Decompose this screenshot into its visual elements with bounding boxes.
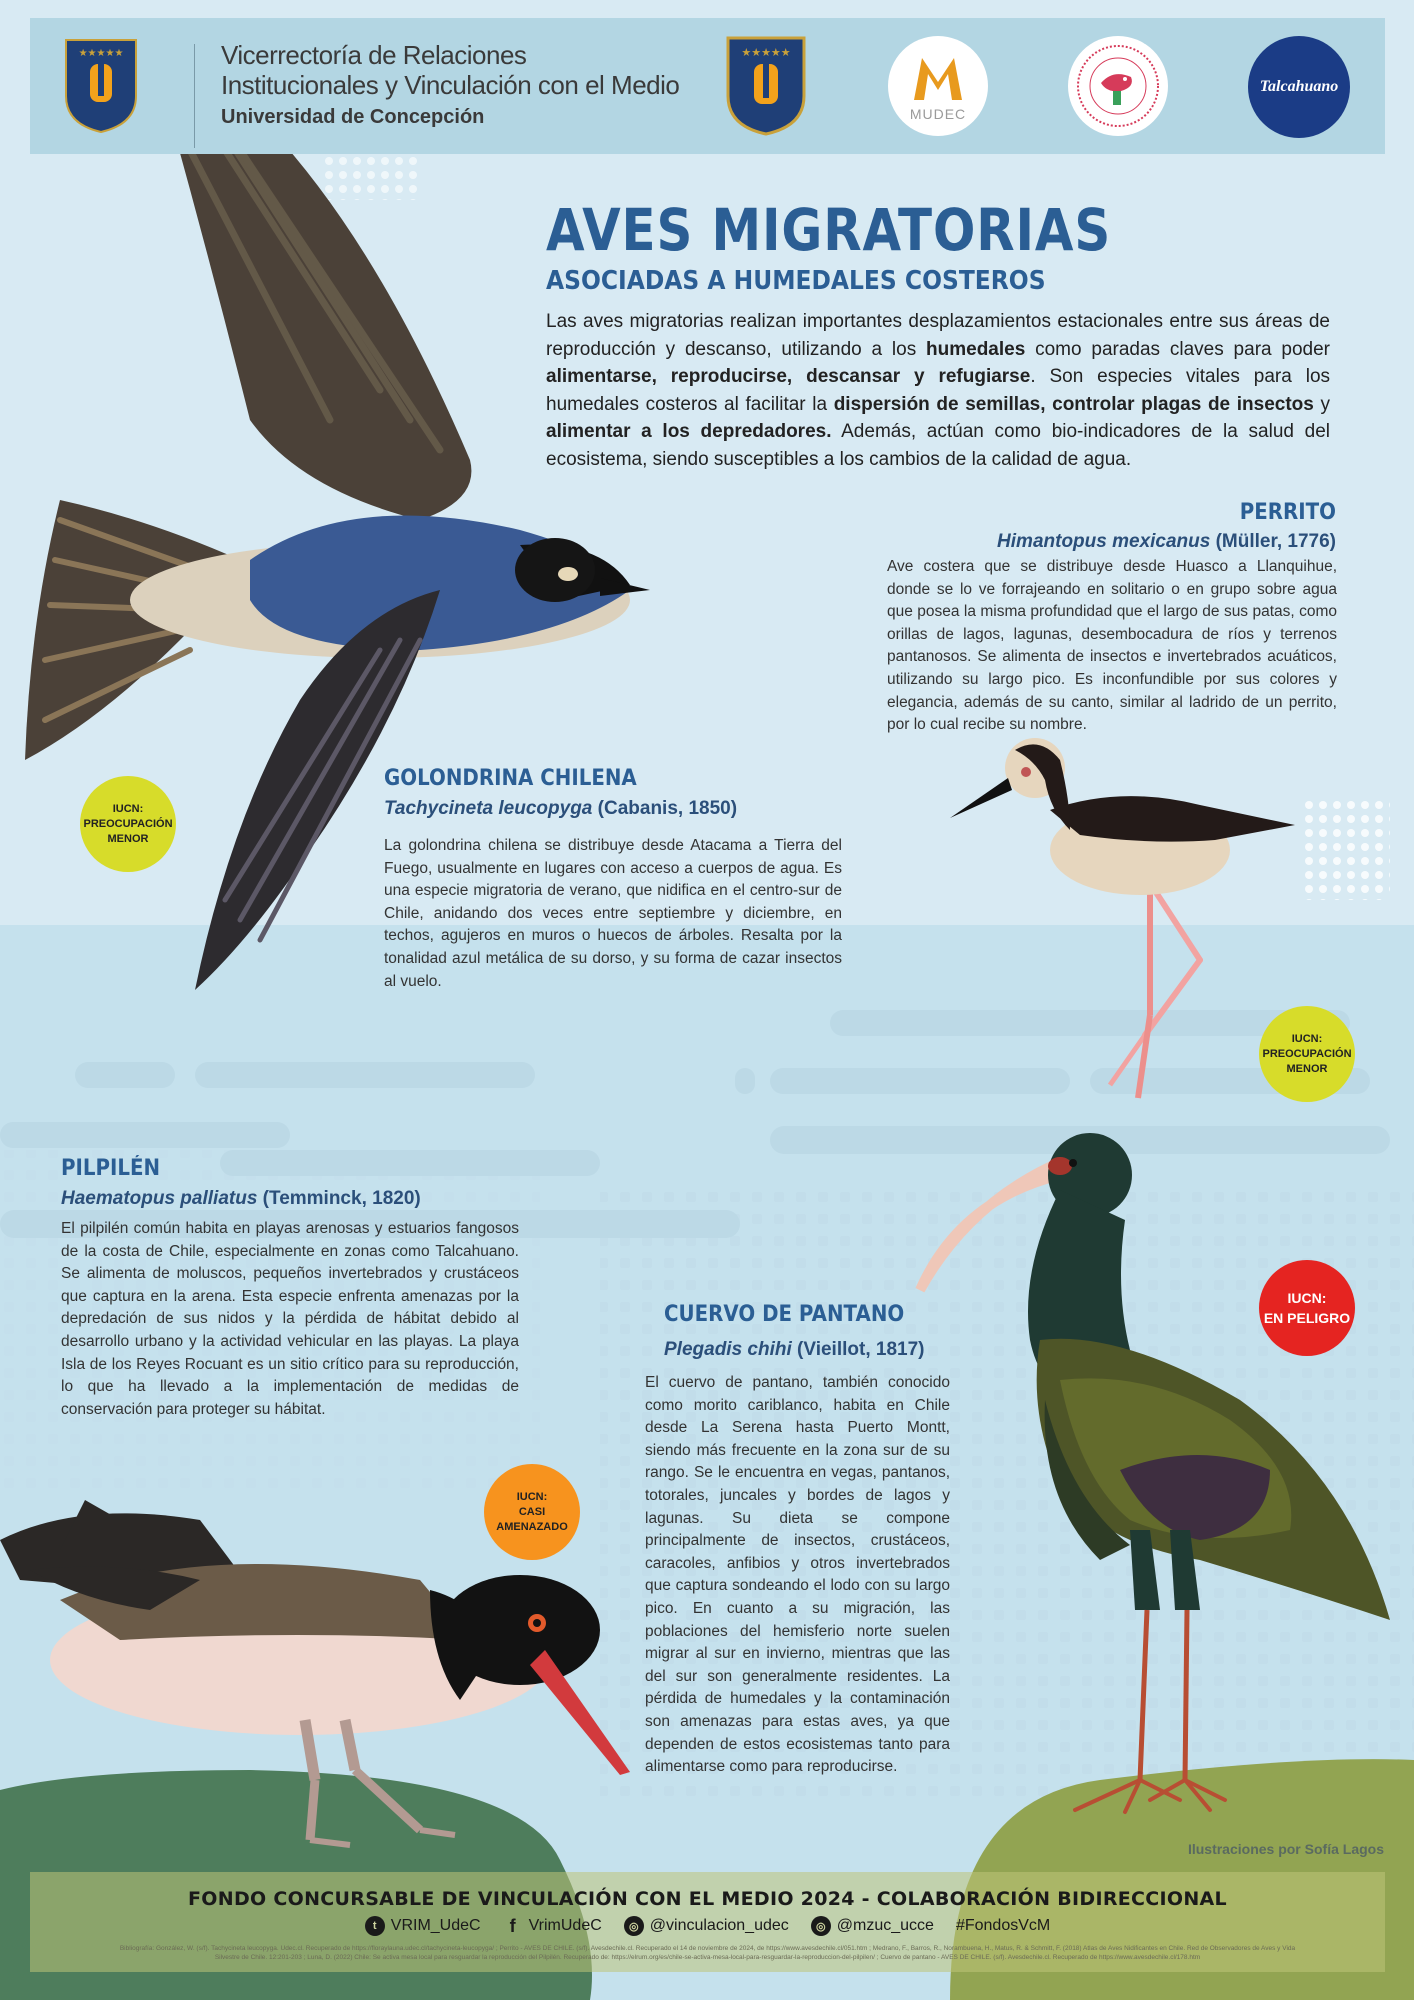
udec-shield-logo-2	[724, 34, 808, 138]
facebook-icon: f	[509, 1915, 516, 1936]
instagram-icon: ◎	[624, 1916, 644, 1936]
institution-title	[221, 40, 679, 132]
golondrina-name: GOLONDRINA CHILENA	[384, 766, 637, 791]
intro-paragraph: Las aves migratorias realizan importantes desplazamientos estacionales entre sus áreas de reproducción y descanso, utilizando a los humedales como paradas claves para poder alimentarse, reproducirse, descansar y refugiarse. Son especies vitales para los humedales costeros al facilitar la dispersión de semillas, controlar plagas de insectos y alimentar a los depredadores. Además, actúan como bio-indicadores de la salud del ecosistema, siendo susceptibles a los cambios de la calidad de agua.	[546, 311, 1331, 470]
page-title: AVES MIGRATORIAS	[546, 196, 1112, 264]
pilpilen-name: PILPILÉN	[61, 1156, 161, 1181]
page-subtitle: ASOCIADAS A HUMEDALES COSTEROS	[546, 266, 1046, 296]
talcahuano-label: Talcahuano	[1259, 78, 1339, 95]
perrito-iucn-badge: IUCN: PREOCUPACIÓN MENOR	[1259, 1006, 1355, 1102]
faculty-seal-icon	[1073, 41, 1163, 131]
talcahuano-logo	[1248, 36, 1350, 138]
golondrina-description: La golondrina chilena se distribuye desde Atacama a Tierra del Fuego, usualmente en lugares con acceso a cuerpos de agua. Es una especie migratoria de verano, que nidifica en el centro-sur de Chile, anidando dos veces entre septiembre y diciembre, en techos, agujeros en muros o huecos de árboles. Resalta por la tonalidad azul metálica de su dorso, y su forma de cazar insectos al vuelo.	[384, 837, 842, 990]
perrito-description: Ave costera que se distribuye desde Huasco a Llanquihue, donde se lo ve forrajeando en solitario o en grupo sobre agua que posea la misma profundidad que el largo de sus patas, como orillas de lagos, lagunas, desembocadura de ríos y terrenos pantanosos. Se alimenta de insectos e invertebrados acuáticos, utilizando su largo pico. Es inconfundible por sus colores y elegancia, además de su canto, similar al ladrido de un perrito, por lo cual recibe su nombre.	[887, 558, 1337, 734]
facebook-link[interactable]: f VrimUdeC	[503, 1916, 602, 1936]
bibliography: Bibliografía: González, W. (s/f). Tachycineta leucopyga. Udec.cl. Recuperado de https://floraylauna.udec.cl/tachycineta-leucopyga/ ; Perrito - AVES DE CHILE. (s/f). Avesdechile.cl. Recuperado el 14 de noviembre de 2024, de https://www.avesdechile.cl/051.htm ; Medrano, F., Barros, R., Norambuena, H., Matus, R. & Schmitt, F. (2018) Atlas de Aves Nidificantes en Chile. Red de Observadores de Aves y Vida Silvestre de Chile. 12:201-203 ; Luna, D. (2022) Chile: Se activa mesa local para resguardar la reproducción del Pilpilén. Recuperado de: https://elrum.org/es/chile-se-activa-mesa-local-para-resguardar-la-reproduccion-del-pilpilen/ ; Cuervo de pantano - AVES DE CHILE. (s/f). Avesdechile.cl. Recuperado de https://www.avesdechile.cl/178.htm	[119, 1945, 1296, 1961]
perrito-name: PERRITO	[1239, 500, 1336, 525]
social-links	[30, 1916, 1385, 1936]
hashtag: #FondosVcM	[955, 1917, 1051, 1934]
mudec-logo	[888, 36, 988, 136]
header-divider	[194, 44, 195, 148]
instagram-link-2[interactable]: ◎ @mzuc_ucce	[811, 1916, 934, 1936]
instagram-icon: ◎	[811, 1916, 831, 1936]
cuervo-iucn-badge: IUCN: EN PELIGRO	[1259, 1260, 1355, 1356]
svg-text:★★★★★: ★★★★★	[741, 46, 791, 59]
institution-line-1: Vicerrectoría de Relaciones	[221, 40, 527, 70]
header-banner	[30, 18, 1385, 154]
footer-title: FONDO CONCURSABLE DE VINCULACIÓN CON EL MEDIO 2024 - COLABORACIÓN BIDIRECCIONAL	[188, 1888, 1227, 1910]
golondrina-scientific: Tachycineta leucopyga (Cabanis, 1850)	[384, 798, 738, 819]
mudec-label: MUDEC	[909, 106, 967, 122]
pilpilen-scientific: Haematopus palliatus (Temminck, 1820)	[61, 1188, 421, 1209]
mudec-m-icon	[908, 50, 968, 106]
perrito-scientific: Himantopus mexicanus (Müller, 1776)	[997, 531, 1336, 552]
cuervo-name: CUERVO DE PANTANO	[664, 1302, 905, 1327]
pilpilen-description: El pilpilén común habita en playas arenosas y estuarios fangosos de la costa de Chile, especialmente en zonas como Talcahuano. Se alimenta de moluscos, pequeños invertebrados y crustáceos que captura en la arena. Esta especie enfrenta amenazas por la depredación de sus nidos y la pérdida de hábitat debido al desarrollo urbano y la actividad vehicular en las playas. La playa Isla de los Reyes Rocuant es un sitio crítico para su reproducción, lo que ha llevado a la implementación de medidas de conservación para proteger su hábitat.	[61, 1220, 519, 1418]
cuervo-description: El cuervo de pantano, también conocido como morito cariblanco, habita en Chile desde La Serena hasta Puerto Montt, siendo más frecuente en la zona sur de su rango. Se le encuentra en vegas, pantanos, totorales, juncales y bordes de lagos y lagunas. Su dieta se compone principalmente de insectos, crustáceos, caracoles, anfibios y otros invertebrados que captura sondeando el lodo con su largo pico. En cuanto a su migración, las poblaciones del hemisferio norte suelen migrar al sur en invierno, mientras que las del sur son generalmente residentes. La pérdida de humedales y la contaminación son amenazas para estas aves, ya que dependen de estos ecosistemas tanto para alimentarse como para reproducirse.	[645, 1374, 950, 1776]
svg-text:★★★★★: ★★★★★	[78, 48, 124, 59]
footer	[30, 1872, 1385, 1972]
twitter-icon: t	[365, 1916, 385, 1936]
twitter-link[interactable]: t VRIM_UdeC	[365, 1916, 481, 1936]
university-name: Universidad de Concepción	[221, 106, 485, 128]
udec-shield-logo	[62, 36, 140, 136]
instagram-link-1[interactable]: ◎ @vinculacion_udec	[624, 1916, 789, 1936]
cuervo-scientific: Plegadis chihi (Vieillot, 1817)	[664, 1339, 925, 1360]
illustration-credit: Ilustraciones por Sofía Lagos	[1187, 1841, 1384, 1857]
golondrina-iucn-badge: IUCN: PREOCUPACIÓN MENOR	[80, 776, 176, 872]
pilpilen-iucn-badge: IUCN: CASI AMENAZADO	[484, 1464, 580, 1560]
faculty-seal-logo	[1068, 36, 1168, 136]
institution-line-2: Institucionales y Vinculación con el Medio	[221, 70, 680, 100]
